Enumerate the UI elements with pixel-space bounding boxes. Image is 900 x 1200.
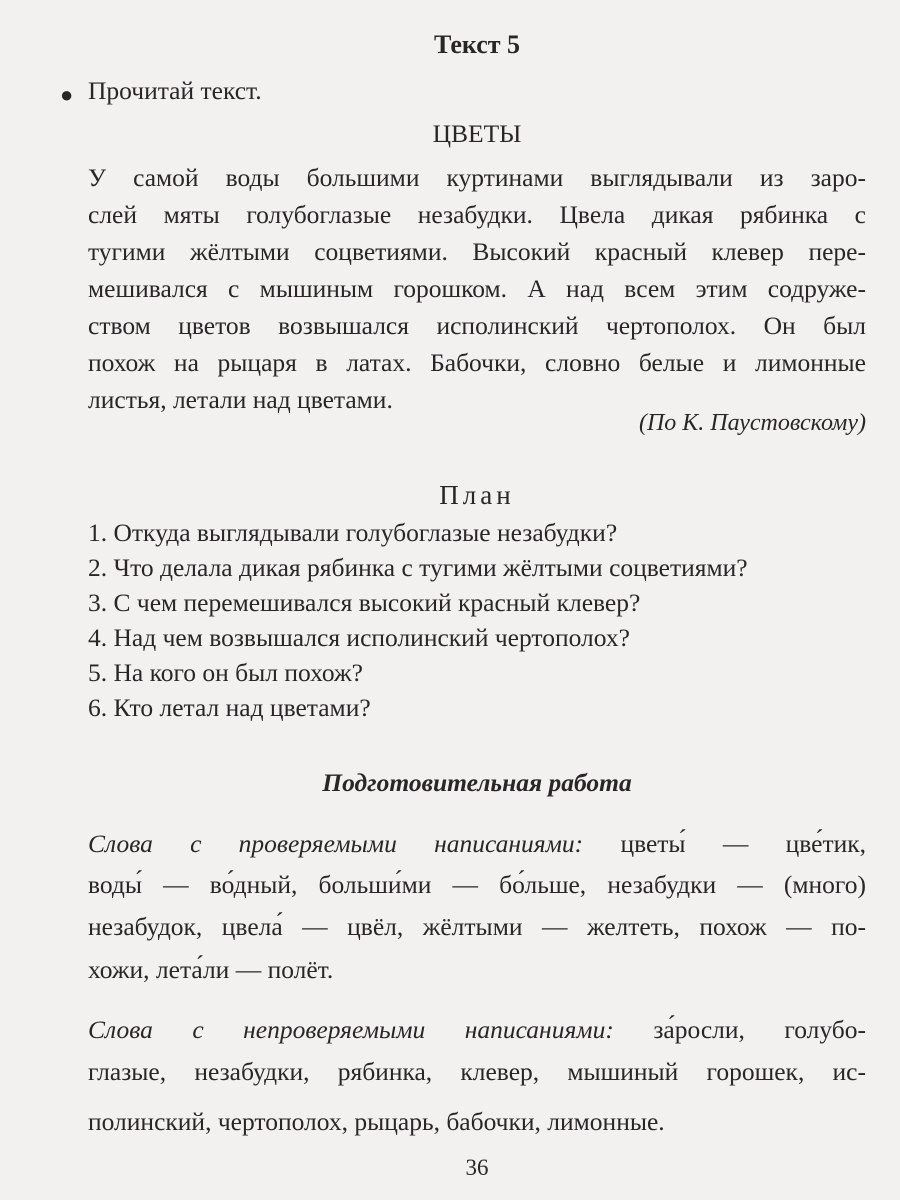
- checked-words: цветы́ — цве́тик,: [620, 829, 867, 858]
- plan-item: 2. Что делала дикая рябинка с тугими жёлтыми соцветиями?: [88, 553, 748, 582]
- text-line: ством цветов возвышался исполинский чертополох. Он был: [88, 311, 866, 340]
- prep-title: Подготовительная работа: [322, 768, 632, 797]
- checked-line: хожи, лета́ли — полёт.: [88, 955, 334, 984]
- unchecked-line: глазые, незабудки, рябинка, клевер, мышиный горошек, ис-: [88, 1057, 866, 1086]
- checked-label: Слова с проверяемыми написаниями:: [88, 829, 584, 858]
- text-line: мешивался с мышиным горошком. А над всем этим содруже-: [88, 274, 866, 303]
- plan-item: 6. Кто летал над цветами?: [88, 693, 371, 722]
- unchecked-line: [88, 1015, 866, 1045]
- checked-line: [88, 829, 866, 859]
- unchecked-label: Слова с непроверяемыми написаниями:: [88, 1015, 614, 1044]
- text-line: листья, летали над цветами.: [88, 385, 393, 414]
- page-title: Текст 5: [433, 30, 521, 59]
- plan-item: 1. Откуда выглядывали голубоглазые незабудки?: [88, 518, 618, 547]
- unchecked-line: полинский, чертополох, рыцарь, бабочки, лимонные.: [88, 1107, 665, 1136]
- text-line: слей мяты голубоглазые незабудки. Цвела дикая рябинка с: [88, 200, 866, 229]
- plan-item: 3. С чем перемешивался высокий красный клевер?: [88, 588, 641, 617]
- text-title: ЦВЕТЫ: [432, 119, 522, 148]
- plan-item: 4. Над чем возвышался исполинский чертополох?: [88, 623, 630, 652]
- checked-line: незабудок, цвела́ — цвёл, жёлтыми — желтеть, похож — по-: [88, 912, 866, 941]
- unchecked-words: за́росли, голубо-: [653, 1015, 867, 1044]
- plan-title: План: [439, 480, 515, 510]
- text-line: тугими жёлтыми соцветиями. Высокий красный клевер пере-: [88, 237, 866, 266]
- text-line: У самой воды большими куртинами выглядывали из зaро-: [88, 163, 866, 192]
- plan-item: 5. На кого он был похож?: [88, 658, 363, 687]
- page-number: 36: [465, 1155, 489, 1180]
- bullet-icon: ●: [60, 82, 74, 107]
- text-line: похож на рыцаря в латах. Бабочки, словно белые и лимонные: [88, 348, 866, 377]
- instruction: Прочитай текст.: [88, 76, 262, 105]
- checked-line: воды́ — во́дный, больши́ми — бо́льше, незабудки — (много): [88, 870, 866, 899]
- attribution: (По К. Паустовскому): [638, 410, 866, 436]
